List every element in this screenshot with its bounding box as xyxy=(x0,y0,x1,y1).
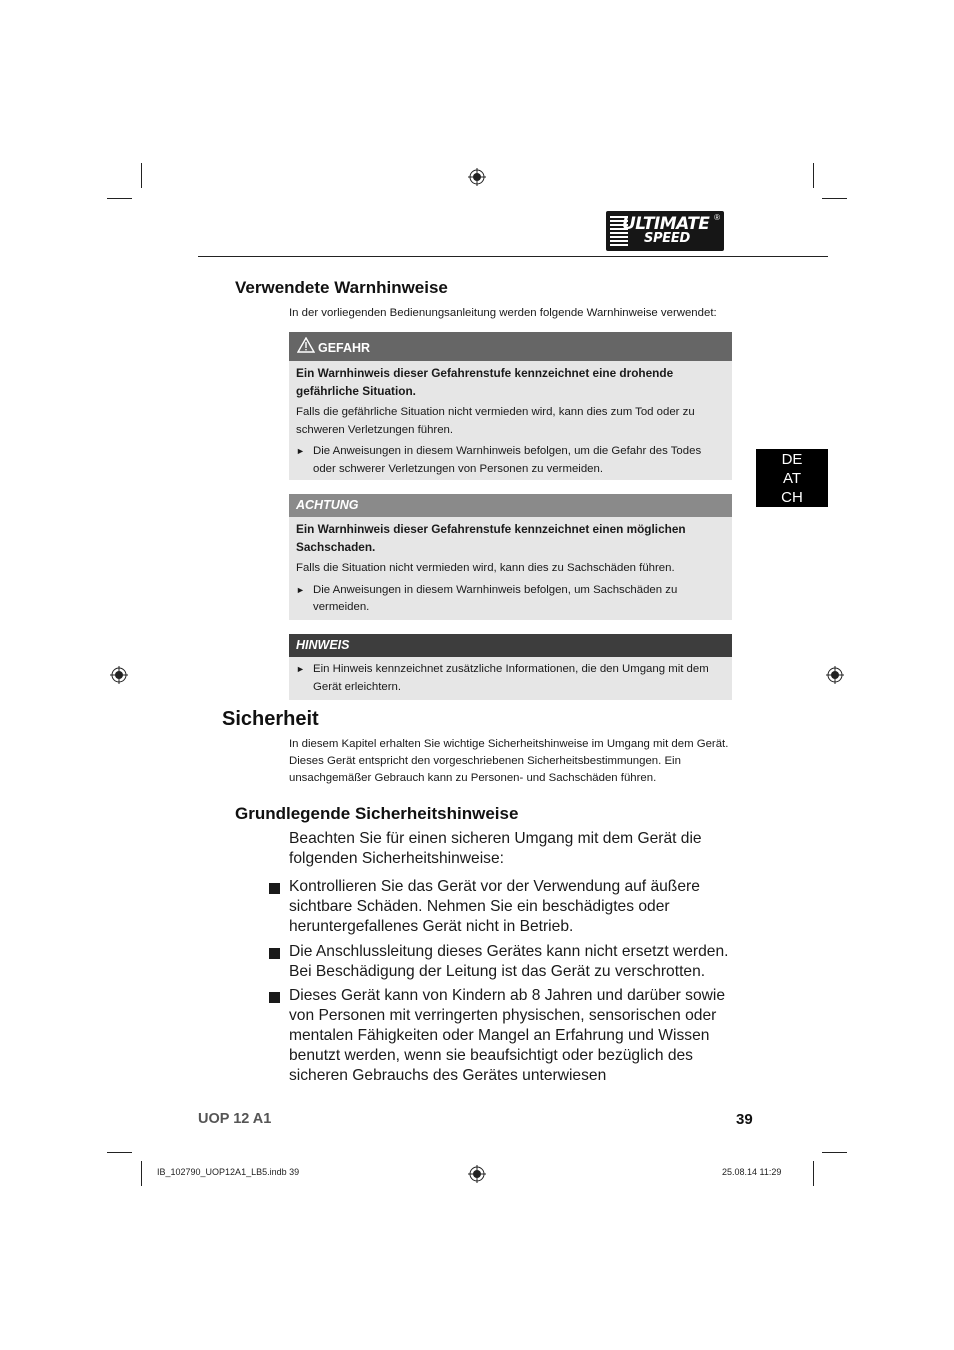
warning-box-hinweis xyxy=(289,634,732,700)
gefahr-header xyxy=(289,332,732,361)
print-slug-date: 25.08.14 11:29 xyxy=(722,1167,782,1177)
bullet-square-icon xyxy=(269,992,280,1003)
warnhinweise-intro: In der vorliegenden Bedienungsanleitung werden folgende Warnhinweise verwendet: xyxy=(289,307,717,319)
crop-mark xyxy=(822,198,847,199)
header-rule xyxy=(198,256,828,257)
logo-text-speed: SPEED xyxy=(644,231,690,246)
gefahr-body xyxy=(289,361,732,484)
arrow-bullet-icon: ► xyxy=(296,446,305,456)
grundlegende-lead: Beachten Sie für einen sicheren Umgang mit dem Gerät die folgenden Sicherheitshinweise: xyxy=(289,830,702,867)
safety-bullet-item: Die Anschlussleitung dieses Gerätes kann nicht ersetzt werden. Bei Beschädigung der Leitung ist das Gerät zu verschrotten. xyxy=(289,943,729,980)
hinweis-header xyxy=(289,634,732,657)
hinweis-instruction xyxy=(296,661,724,696)
crop-mark xyxy=(141,1161,142,1186)
achtung-instruction-text: Die Anweisungen in diesem Warnhinweis befolgen, um Sachschäden zu vermeiden. xyxy=(313,583,678,613)
bullet-square-icon xyxy=(269,948,280,959)
achtung-bold-text: Ein Warnhinweis dieser Gefahrenstufe kennzeichnet einen möglichen Sachschaden. xyxy=(296,522,686,554)
warning-triangle-icon xyxy=(297,337,315,353)
gefahr-text: Falls die gefährliche Situation nicht vermieden wird, kann dies zum Tod oder zu schweren Verletzungen führen. xyxy=(296,406,695,436)
registration-mark-icon xyxy=(110,666,128,684)
logo-registered-mark: ® xyxy=(714,213,720,222)
sicherheit-intro: In diesem Kapitel erhalten Sie wichtige Sicherheitshinweise im Umgang mit dem Gerät. Dieses Gerät entspricht den vorgeschriebenen Sicherheitsbestimmungen. Ein unsachgemäßer Gebrauch kann zu Personen- und Sachschäden führen. xyxy=(289,738,729,784)
gefahr-instruction-text: Die Anweisungen in diesem Warnhinweis befolgen, um die Gefahr des Todes oder schwerer Verletzungen von Personen zu vermeiden. xyxy=(313,445,702,475)
safety-bullet-item: Kontrollieren Sie das Gerät vor der Verwendung auf äußere sichtbare Schäden. Nehmen Sie ein beschädigtes oder heruntergefallenes Gerät nicht in Betrieb. xyxy=(289,878,700,935)
print-slug-file: IB_102790_UOP12A1_LB5.indb 39 xyxy=(157,1167,300,1177)
brand-logo xyxy=(606,211,724,251)
gefahr-instruction xyxy=(296,443,724,478)
registration-mark-icon xyxy=(468,1165,486,1183)
page-number: 39 xyxy=(736,1111,753,1128)
bullet-square-icon xyxy=(269,883,280,894)
language-tab xyxy=(756,449,828,507)
arrow-bullet-icon: ► xyxy=(296,584,305,595)
registration-mark-icon xyxy=(826,666,844,684)
achtung-instruction xyxy=(296,582,724,617)
crop-mark xyxy=(107,1152,132,1153)
gefahr-bold-text: Ein Warnhinweis dieser Gefahrenstufe kennzeichnet eine drohende gefährliche Situation. xyxy=(296,366,674,398)
crop-mark xyxy=(107,198,132,199)
language-at: AT xyxy=(782,470,802,487)
language-de: DE xyxy=(781,451,803,468)
hinweis-body xyxy=(289,657,732,702)
crop-mark xyxy=(813,163,814,188)
logo-text-ultimate: ULTIMATE xyxy=(622,214,710,234)
section-title-warnhinweise: Verwendete Warnhinweise xyxy=(235,278,448,297)
safety-bullet-item: Dieses Gerät kann von Kindern ab 8 Jahren und darüber sowie von Personen mit verringerten physischen, sensorischen oder mentalen Fähigkeiten oder Mangel an Erfahrung und Wissen benutzt werden, wenn sie beaufsichtigt oder bezüglich des sicheren Gebrauchs des Gerätes unterwiesen xyxy=(289,987,726,1084)
achtung-header xyxy=(289,494,732,517)
warning-box-gefahr xyxy=(289,332,732,480)
registration-mark-icon xyxy=(468,168,486,186)
achtung-body xyxy=(289,517,732,623)
arrow-bullet-icon: ► xyxy=(296,664,305,674)
achtung-label: ACHTUNG xyxy=(296,498,359,512)
footer-model-number: UOP 12 A1 xyxy=(198,1111,272,1127)
language-ch: CH xyxy=(781,489,803,506)
warning-box-achtung xyxy=(289,494,732,620)
section-title-grundlegende: Grundlegende Sicherheitshinweise xyxy=(235,804,519,823)
crop-mark xyxy=(141,163,142,188)
crop-mark xyxy=(822,1152,847,1153)
crop-mark xyxy=(813,1161,814,1186)
hinweis-instruction-text: Ein Hinweis kennzeichnet zusätzliche Informationen, die den Umgang mit dem Gerät erleichtern. xyxy=(313,663,709,693)
hinweis-label: HINWEIS xyxy=(296,638,350,652)
achtung-text: Falls die Situation nicht vermieden wird, kann dies zu Sachschäden führen. xyxy=(296,562,675,574)
gefahr-label: GEFAHR xyxy=(318,341,371,355)
chapter-title-sicherheit: Sicherheit xyxy=(222,708,319,730)
